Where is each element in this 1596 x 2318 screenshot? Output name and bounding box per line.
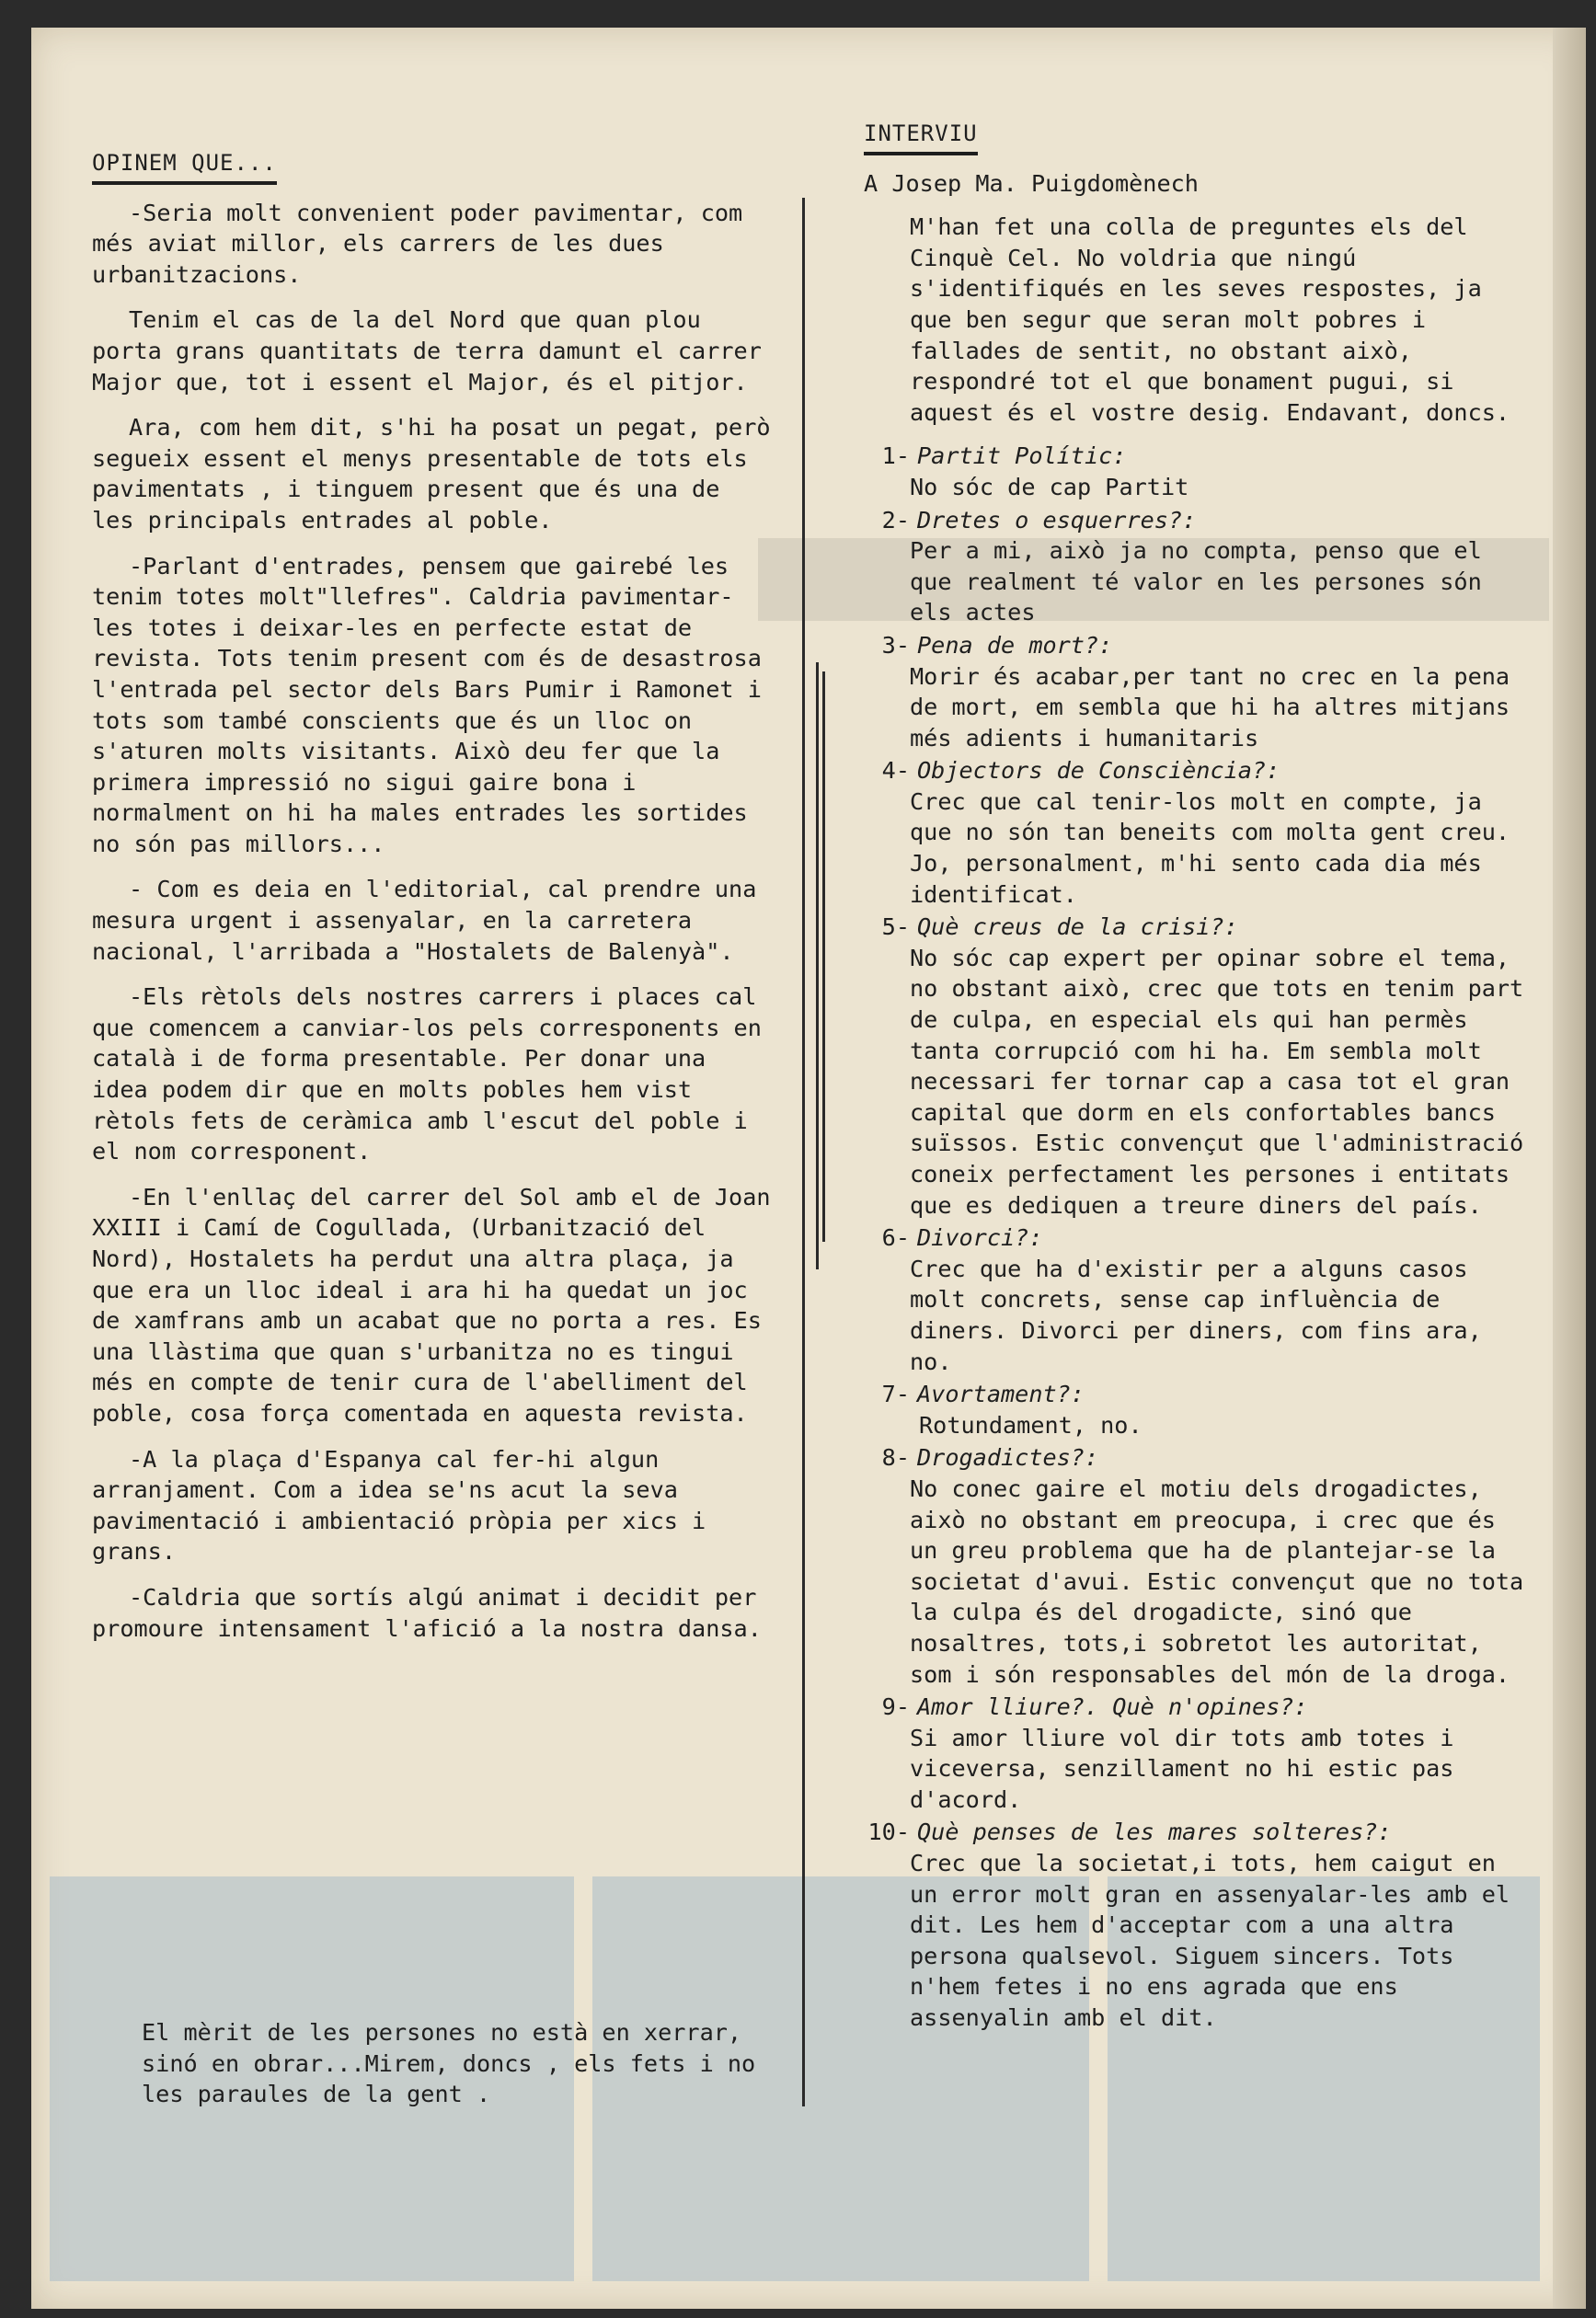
left-heading: OPINEM QUE... <box>92 148 277 185</box>
question-text: Què creus de la crisi?: <box>917 913 1238 941</box>
question-text: Pena de mort?: <box>917 631 1113 659</box>
question-text: Avortament?: <box>917 1381 1085 1408</box>
question-number: 5- <box>881 913 910 941</box>
question-block-3 <box>864 630 1526 753</box>
question-text: Partit Polític: <box>917 442 1127 470</box>
question-number: 4- <box>881 757 910 785</box>
left-paragraph-8: -A la plaça d'Espanya cal fer-hi algun arranjament. Com a idea se'ns acut la seva pavimentació i ambientació pròpia per xics i grans. <box>92 1445 706 1566</box>
left-column <box>92 147 773 1658</box>
question-text: Dretes o esquerres?: <box>917 506 1197 534</box>
answer-text: No sóc de cap Partit <box>910 473 1189 500</box>
question-text: Divorci?: <box>917 1224 1043 1252</box>
question-block-8 <box>864 1442 1526 1690</box>
question-block-9 <box>864 1692 1526 1815</box>
question-number: 3- <box>881 631 910 659</box>
answer-text: No conec gaire el motiu dels drogadictes, això no obstant em preocupa, i crec que és un greu problema que ha de plantejar-se la societat d'avui. Estic convençut que no tota la culpa és del drogadicte, sinó que nosaltres, tots,i sobretot les autoritat, som i són responsables del món de la droga. <box>910 1475 1524 1688</box>
question-number: 6- <box>881 1224 910 1252</box>
question-text: Drogadictes?: <box>917 1444 1099 1472</box>
answer-text: Morir és acabar,per tant no crec en la pena de mort, em sembla que hi ha altres mitjans més adients i humanitaris <box>910 662 1510 752</box>
right-column <box>864 118 1526 2036</box>
question-number: 10- <box>867 1819 910 1846</box>
question-block-1 <box>864 441 1526 502</box>
left-paragraph-7: -En l'enllaç del carrer del Sol amb el de Joan XXIII i Camí de Cogullada, (Urbanització del Nord), Hostalets ha perdut una altra plaça, ja que era un lloc ideal i ara hi ha quedat un joc de xamfrans amb un acabat que no porta a res. Es una llàstima que quan s'urbanitza no es tingui més en compte de tenir cura de l'abelliment del poble, cosa força comentada en aquesta revista. <box>92 1183 771 1427</box>
question-block-4 <box>864 755 1526 910</box>
interview-intro: M'han fet una colla de preguntes els del Cinquè Cel. No voldria que ningú s'identifiqués en les seves respostes, ja que ben segur que seran molt pobres i fallades de sentit, no obstant això, respondré tot el que bonament pugui, si aquest és el vostre desig. Endavant, doncs. <box>910 213 1510 426</box>
footer-quote: El mèrit de les persones no està en xerrar, sinó en obrar...Mirem, doncs , els fets i no les paraules de la gent . <box>142 2019 756 2108</box>
column-divider-accent-1 <box>816 662 819 1269</box>
answer-text: Crec que cal tenir-los molt en compte, ja que no són tan beneits com molta gent creu. Jo, personalment, m'hi sento cada dia més identificat. <box>910 787 1510 908</box>
question-block-2 <box>864 505 1526 628</box>
column-divider-accent-2 <box>822 671 825 1242</box>
left-paragraph-3: Ara, com hem dit, s'hi ha posat un pegat, però segueix essent el menys presentable de tots els pavimentats , i tinguem present que és una de les principals entrades al poble. <box>92 414 771 534</box>
question-block-6 <box>864 1222 1526 1377</box>
left-paragraph-6: -Els rètols dels nostres carrers i places cal que comencem a canviar-los pels corresponents en català i de forma presentable. Per donar una idea podem dir que en molts pobles hem vist rètols fets de ceràmica amb l'escut del poble i el nom corresponent. <box>92 983 762 1165</box>
page-edge-shadow <box>1553 28 1586 2309</box>
question-number: 7- <box>881 1381 910 1408</box>
question-block-5 <box>864 912 1526 1221</box>
question-block-7 <box>864 1379 1526 1440</box>
answer-text: Crec que ha d'existir per a alguns casos molt concrets, sense cap influència de diners. Divorci per diners, com fins ara, no. <box>910 1255 1482 1375</box>
answer-text: Si amor lliure vol dir tots amb totes i viceversa, senzillament no hi estic pas d'acord. <box>910 1724 1454 1813</box>
question-text: Objectors de Consciència?: <box>917 757 1280 785</box>
left-paragraph-9: -Caldria que sortís algú animat i decidit per promoure intensament l'afició a la nostra dansa. <box>92 1583 762 1642</box>
left-paragraph-2: Tenim el cas de la del Nord que quan plou porta grans quantitats de terra damunt el carrer Major que, tot i essent el Major, és el pitjor. <box>92 306 762 396</box>
interviewee-name: A Josep Ma. Puigdomènech <box>864 169 1199 197</box>
question-number: 2- <box>881 506 910 534</box>
left-paragraph-5: - Com es deia en l'editorial, cal prendre una mesura urgent i assenyalar, en la carretera nacional, l'arribada a "Hostalets de Balenyà". <box>92 876 757 965</box>
question-text: Amor lliure?. Què n'opines?: <box>917 1693 1308 1721</box>
answer-text: No sóc cap expert per opinar sobre el tema, no obstant això, crec que tots en tenim part de culpa, en especial els qui han permès tanta corrupció com hi ha. Em sembla molt necessari fer tornar cap a casa tot el gran capital que dorm en els confortables bancs suïssos. Estic convençut que l'administració coneix perfectament les persones i entitats que es dediquen a treure diners del país. <box>910 944 1524 1219</box>
question-number: 1- <box>881 442 910 470</box>
column-divider-main <box>802 198 805 2106</box>
question-number: 9- <box>881 1693 910 1721</box>
answer-text: Per a mi, això ja no compta, penso que el que realment té valor en les persones són els actes <box>910 537 1482 626</box>
question-block-10 <box>864 1817 1526 2033</box>
answer-text: Rotundament, no. <box>919 1411 1142 1439</box>
question-number: 8- <box>881 1444 910 1472</box>
left-paragraph-4: -Parlant d'entrades, pensem que gairebé les tenim totes molt"llefres". Caldria pavimentar-les totes i deixar-les en perfecte estat de revista. Tots tenim present com és de desastrosa l'entrada pel sector dels Bars Pumir i Ramonet i tots som també conscients que és un lloc on s'aturen molts visitants. Això deu fer que la primera impressió no sigui gaire bona i normalment on hi ha males entrades les sortides no són pas millors... <box>92 552 762 857</box>
question-text: Què penses de les mares solteres?: <box>917 1819 1392 1846</box>
right-heading: INTERVIU <box>864 119 978 155</box>
answer-text: Crec que la societat,i tots, hem caigut en un error molt gran en assenyalar-les amb el dit. Les hem d'acceptar com a una altra persona qualsevol. Siguem sincers. Tots n'hem fetes i no ens agrada que ens assenyalin amb el dit. <box>910 1850 1510 2032</box>
left-paragraph-1: -Seria molt convenient poder pavimentar, com més aviat millor, els carrers de les dues urbanitzacions. <box>92 199 743 288</box>
magazine-page <box>31 28 1586 2309</box>
